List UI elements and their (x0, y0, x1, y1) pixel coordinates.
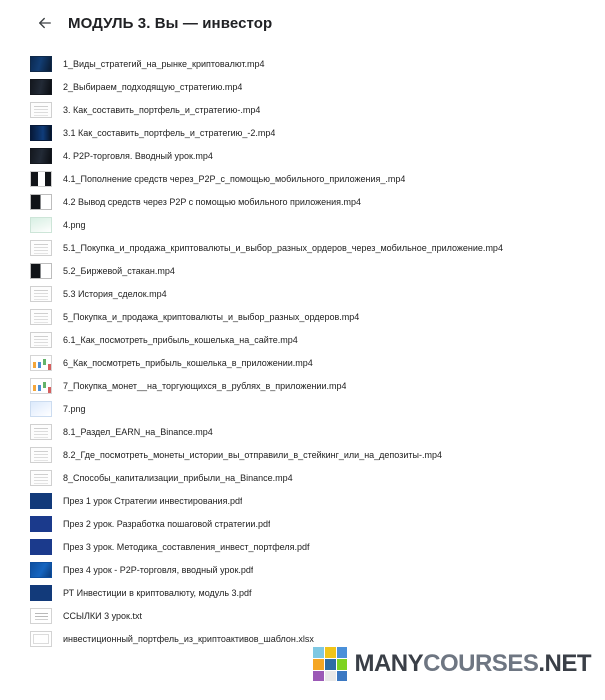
list-item[interactable] (0, 98, 605, 121)
file-name: 4. P2P-торговля. Вводный урок.mp4 (63, 150, 213, 161)
file-name: 7_Покупка_монет__на_торгующихся_в_рублях_в_приложении.mp4 (63, 380, 347, 391)
file-thumbnail (30, 286, 52, 302)
file-name: 3.1 Как_составить_портфель_и_стратегию_-2.mp4 (63, 127, 276, 138)
file-thumbnail (30, 562, 52, 578)
file-name: 5.2_Биржевой_стакан.mp4 (63, 265, 175, 276)
watermark-tertiary: .NET (538, 650, 591, 677)
file-thumbnail (30, 608, 52, 624)
file-name: 5_Покупка_и_продажа_криптовалюты_и_выбор_разных_ордеров.mp4 (63, 311, 360, 322)
list-item[interactable] (0, 604, 605, 627)
file-thumbnail (30, 194, 52, 210)
file-thumbnail (30, 493, 52, 509)
list-item[interactable] (0, 535, 605, 558)
file-thumbnail (30, 332, 52, 348)
list-item[interactable] (0, 328, 605, 351)
file-name: инвестиционный_портфель_из_криптоактивов_шаблон.xlsx (63, 633, 314, 644)
watermark (310, 644, 591, 684)
file-name: През 4 урок - P2P-торговля, вводный урок.pdf (63, 564, 254, 575)
list-item[interactable] (0, 259, 605, 282)
file-thumbnail (30, 217, 52, 233)
file-name: 5.1_Покупка_и_продажа_криптовалюты_и_выбор_разных_ордеров_через_мобильное_приложение.mp4 (63, 242, 503, 253)
file-thumbnail (30, 401, 52, 417)
file-name: 4.2 Вывод средств через P2P с помощью мобильного приложения.mp4 (63, 196, 362, 207)
file-name: 5.3 История_сделок.mp4 (63, 288, 167, 299)
file-thumbnail (30, 56, 52, 72)
file-name: ССЫЛКИ 3 урок.txt (63, 610, 142, 621)
file-name: През 2 урок. Разработка пошаговой стратегии.pdf (63, 518, 271, 529)
list-item[interactable] (0, 466, 605, 489)
file-name: 6.1_Как_посмотреть_прибыль_кошелька_на_сайте.mp4 (63, 334, 298, 345)
list-item[interactable] (0, 489, 605, 512)
back-arrow-icon[interactable] (32, 10, 58, 36)
list-item[interactable] (0, 52, 605, 75)
file-thumbnail (30, 102, 52, 118)
file-thumbnail (30, 378, 52, 394)
file-thumbnail (30, 585, 52, 601)
file-name: 3. Как_составить_портфель_и_стратегию-.mp4 (63, 104, 261, 115)
file-thumbnail (30, 171, 52, 187)
file-name: 2_Выбираем_подходящую_стратегию.mp4 (63, 81, 243, 92)
list-item[interactable] (0, 213, 605, 236)
watermark-secondary: COURSES (423, 650, 539, 677)
file-name: 8_Способы_капитализации_прибыли_на_Binance.mp4 (63, 472, 293, 483)
file-name: 4.1_Пополнение средств через_P2P_с_помощью_мобильного_приложения_.mp4 (63, 173, 406, 184)
file-thumbnail (30, 631, 52, 647)
watermark-text (354, 650, 591, 678)
cube-logo-icon (310, 644, 350, 684)
list-item[interactable] (0, 351, 605, 374)
file-list (0, 46, 605, 650)
file-name: 6_Как_посмотреть_прибыль_кошелька_в_приложении.mp4 (63, 357, 313, 368)
list-item[interactable] (0, 512, 605, 535)
file-thumbnail (30, 470, 52, 486)
file-name: 8.1_Раздел_EARN_на_Binance.mp4 (63, 426, 213, 437)
file-name: 4.png (63, 219, 86, 230)
file-thumbnail (30, 263, 52, 279)
file-thumbnail (30, 355, 52, 371)
list-item[interactable] (0, 420, 605, 443)
page-title: МОДУЛЬ 3. Вы — инвестор (68, 14, 273, 32)
file-name: РТ Инвестиции в криптовалюту, модуль 3.pdf (63, 587, 252, 598)
list-item[interactable] (0, 190, 605, 213)
file-name: 1_Виды_стратегий_на_рынке_криптовалют.mp4 (63, 58, 265, 69)
file-name: 7.png (63, 403, 86, 414)
file-thumbnail (30, 240, 52, 256)
file-thumbnail (30, 79, 52, 95)
file-name: 8.2_Где_посмотреть_монеты_истории_вы_отправили_в_стейкинг_или_на_депозиты-.mp4 (63, 449, 442, 460)
list-item[interactable] (0, 144, 605, 167)
list-item[interactable] (0, 397, 605, 420)
file-thumbnail (30, 424, 52, 440)
page-header (0, 0, 605, 46)
list-item[interactable] (0, 558, 605, 581)
list-item[interactable] (0, 236, 605, 259)
file-thumbnail (30, 125, 52, 141)
file-name: През 1 урок Стратегии инвестирования.pdf (63, 495, 243, 506)
list-item[interactable] (0, 374, 605, 397)
file-thumbnail (30, 148, 52, 164)
file-thumbnail (30, 539, 52, 555)
list-item[interactable] (0, 121, 605, 144)
list-item[interactable] (0, 167, 605, 190)
list-item[interactable] (0, 305, 605, 328)
file-thumbnail (30, 309, 52, 325)
file-thumbnail (30, 516, 52, 532)
file-name: През 3 урок. Методика_составления_инвест_портфеля.pdf (63, 541, 310, 552)
list-item[interactable] (0, 581, 605, 604)
list-item[interactable] (0, 443, 605, 466)
file-thumbnail (30, 447, 52, 463)
list-item[interactable] (0, 282, 605, 305)
watermark-primary: MANY (354, 650, 424, 677)
list-item[interactable] (0, 75, 605, 98)
